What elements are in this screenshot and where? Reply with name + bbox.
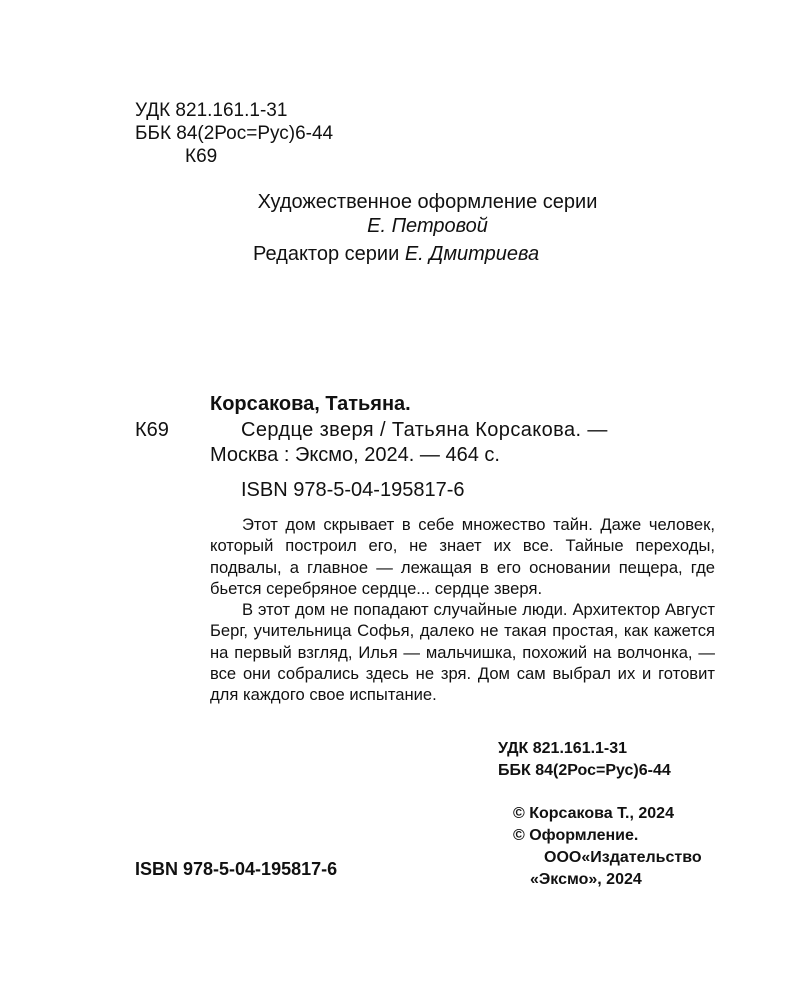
annotation: [210, 514, 715, 706]
editor-credit-name: Е. Дмитриева: [404, 243, 540, 265]
editor-credit: [253, 242, 539, 267]
codes-right: [498, 738, 671, 782]
title-line-1: Сердце зверя / Татьяна Корсакова. —: [241, 419, 608, 441]
bbk-code-bottom: ББК 84(2Рос=Рус)6-44: [498, 762, 671, 779]
footer-isbn: ISBN 978-5-04-195817-6: [135, 859, 338, 879]
title-line-2: Москва : Эксмо, 2024. — 464 с.: [210, 444, 500, 466]
udk-code-top: УДК 821.161.1-31: [135, 100, 288, 121]
editor-credit-label: Редактор серии: [253, 243, 400, 265]
design-credit-label: Художественное оформление серии: [257, 191, 598, 213]
copyright-publisher-line-1: ООО«Издательство: [544, 849, 702, 866]
bbk-code-top: ББК 84(2Рос=Рус)6-44: [135, 123, 334, 144]
udk-code-bottom: УДК 821.161.1-31: [498, 740, 628, 757]
copyright-design: © Оформление.: [513, 827, 639, 844]
copyright-block: [513, 803, 702, 891]
author-mark: К69: [135, 419, 169, 441]
copyright-publisher-line-2: «Эксмо», 2024: [530, 871, 642, 888]
annotation-paragraph-1: Этот дом скрывает в себе множество тайн. Даже человек, который построил его, не знает их все. Тайные переходы, подвалы, а главное — лежащая в его основании пещера, где бьется серебряное сердце... сердце зверя.: [210, 515, 715, 598]
design-credit-name: Е. Петровой: [367, 215, 488, 237]
author-heading: Корсакова, Татьяна.: [210, 393, 411, 415]
annotation-paragraph-2: В этот дом не попадают случайные люди. Архитектор Август Берг, учительница Софья, далеко не такая простая, как кажется на первый взгляд, Илья — мальчишка, похожий на волчонка, — все они собрались здесь не зря. Дом сам выбрал их и готовит для каждого свое испытание.: [210, 600, 715, 705]
author-mark-top: К69: [185, 146, 218, 167]
copyright-author: © Корсакова Т., 2024: [513, 805, 674, 822]
catalog-isbn: ISBN 978-5-04-195817-6: [241, 479, 465, 501]
